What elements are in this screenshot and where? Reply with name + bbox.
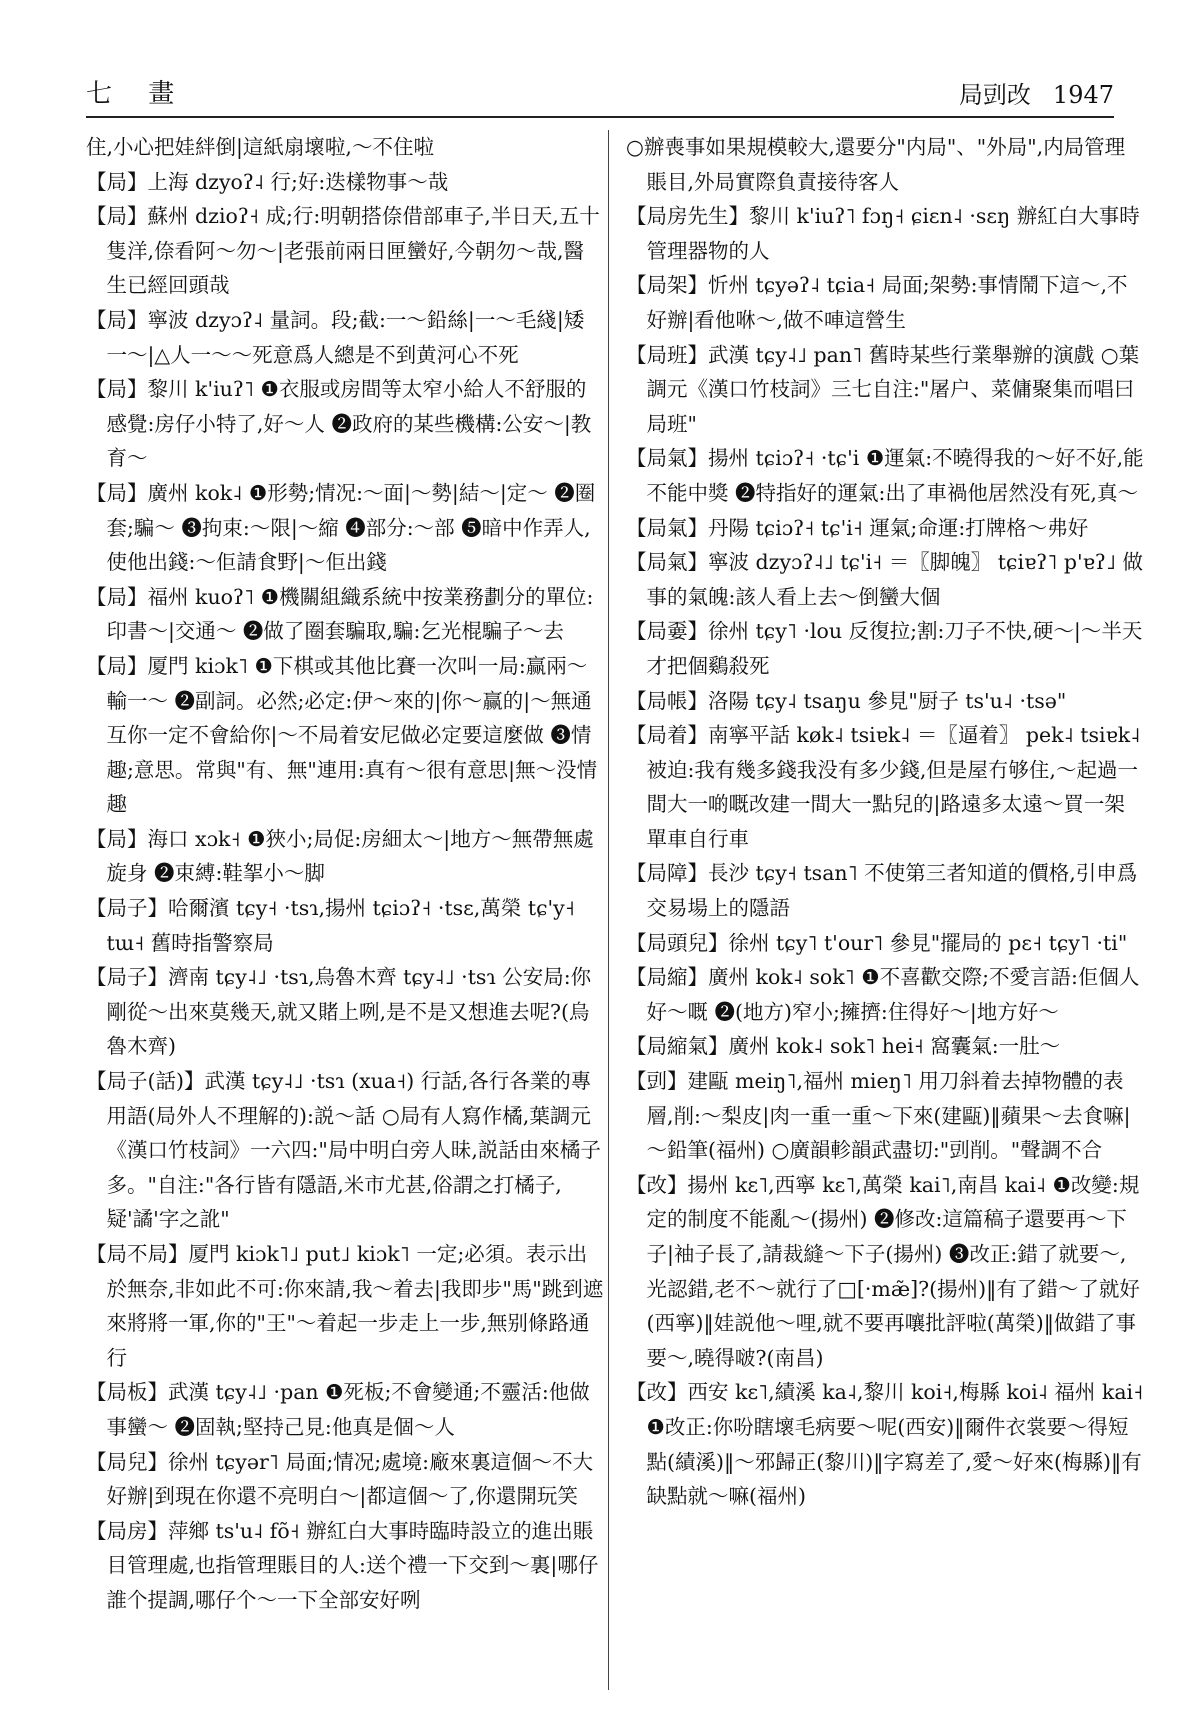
dictionary-entry: 【局房】萍鄉 ts'u˨ fõ˧ 辦紅白大事時臨時設立的進出賬目管理處,也指管理賬目的人:送个禮一下交到～裏|哪仔誰个提調,哪仔个～一下全部安好咧 [86, 1518, 599, 1612]
dictionary-entry: ○辦喪事如果規模較大,還要分"内局"、"外局",内局管理賬目,外局實際負責接待客人 [626, 135, 1126, 194]
dictionary-entry: 【局障】長沙 tɕy˧ tsan˥ 不使第三者知道的價格,引申爲交易場上的隱語 [626, 861, 1138, 921]
dictionary-entry: 【局氣】丹陽 tɕiɔʔ˧ tɕ'i˧ 運氣;命運:打牌格～弗好 [626, 515, 1089, 540]
dictionary-entry: 【局子】濟南 tɕy˨˩ ·tsɿ,烏魯木齊 tɕy˨˩ ·tsɿ 公安局:你剛從～出來莫幾天,就又賭上咧,是不是又想進去呢?(烏魯木齊) [86, 965, 592, 1059]
dictionary-entry: 【局】寧波 dzyɔʔ˨ 量詞。段;截:一～鉛絲|一～毛綫|矮一～|△人一～～死意爲人總是不到黄河心不死 [86, 307, 585, 367]
dictionary-entry: 【改】揚州 kɛ˥,西寧 kɛ˥,萬榮 kai˥,南昌 kai˨ ❶改變:規定的制度不能亂～(揚州) ❷修改:這篇稿子還要再～下子|袖子長了,請裁縫～下子(揚州) ❸改正:錯了就要～,光認錯,老不～就行了□[·mæ̃]?(揚州)‖有了錯～了就好(西寧)‖娃説他～哩,就不要再嚷批評啦(萬榮)‖做錯了事要～,曉得啵?(南昌) [626, 1172, 1140, 1370]
page-header [86, 72, 1114, 118]
dictionary-entry: 【局房先生】黎川 k'iuʔ˥ fɔŋ˧ ɕiɛn˨ ·sɛŋ 辦紅白大事時管理器物的人 [626, 204, 1140, 263]
dictionary-entry: 【局子】哈爾濱 tɕy˧ ·tsɿ,揚州 tɕiɔʔ˧ ·tsɛ,萬榮 tɕ'y˧ tɯ˧ 舊時指警察局 [86, 896, 575, 955]
dictionary-entry: 【局子(話)】武漢 tɕy˨˩ ·tsɿ (xua˧) 行話,各行各業的專用語(局外人不理解的):説～話 ○局有人寫作橘,葉調元《漢口竹枝詞》一六四:"局中明白旁人昧,説話由來橘子多。"自注:"各行皆有隱語,米市尤甚,俗謂之打橘子,疑'譎'字之訛" [86, 1069, 601, 1232]
column-divider [608, 130, 609, 1690]
dictionary-entry: 【局】廣州 kok˨ ❶形勢;情况:～面|～勢|結～|定～ ❷圈套;騙～ ❸拘束:～限|～縮 ❹部分:～部 ❺暗中作弄人,使他出錢:～佢請食野|～佢出錢 [86, 480, 596, 575]
dictionary-entry: 【局嫑】徐州 tɕy˥ ·lou 反復拉;割:刀子不快,硬～|～半天才把個鷄殺死 [626, 619, 1143, 678]
dictionary-entry: 【局縮】廣州 kok˨ sok˥ ❶不喜歡交際;不愛言語:佢個人好～嘅 ❷(地方)窄小;擁擠:住得好～|地方好～ [626, 965, 1140, 1024]
dictionary-entry: 【局縮氣】廣州 kok˨ sok˥ hei˧ 窩囊氣:一肚～ [626, 1034, 1061, 1059]
dictionary-entry: 【局氣】寧波 dzyɔʔ˨˩ tɕ'i˧ ＝〖脚魄〗 tɕiɐʔ˥ p'ɐʔ˩ 做事的氣魄:該人看上去～倒蠻大個 [626, 550, 1143, 609]
dictionary-entry: 【局】福州 kuoʔ˥ ❶機關組織系統中按業務劃分的單位:印書～|交通～ ❷做了圈套騙取,騙:乞光棍騙子～去 [86, 584, 594, 644]
dictionary-entry: 【局】厦門 kiɔk˥ ❶下棋或其他比賽一次叫一局:赢兩～輸一～ ❷副詞。必然;必定:伊～來的|你～赢的|～無通互你一定不會給你|～不局着安尼做必定要這麼做 ❸情趣;意思。常與"有、無"連用:真有～很有意思|無～没情趣 [86, 653, 598, 817]
section-title: 七 畫 [86, 79, 189, 109]
dictionary-entry: 【局板】武漢 tɕy˨˩ ·pan ❶死板;不會變通;不靈活:他做事蠻～ ❷固執;堅持己見:他真是個～人 [86, 1380, 590, 1439]
dictionary-entry: 【改】西安 kɛ˥,績溪 ka˨,黎川 koi˧,梅縣 koi˨ 福州 kai˧ ❶改正:你吩瞎壞毛病要～呢(西安)‖爾件衣裳要～得短點(績溪)‖～邪歸正(黎川)‖字寫差了,愛～好來(梅縣)‖有缺點就～嘛(福州) [626, 1380, 1144, 1509]
dictionary-entry: 【局着】南寧平話 køk˨ tsiɐk˨ ＝〖逼着〗 pek˨ tsiɐk˨ 被迫:我有幾多錢我没有多少錢,但是屋冇够住,～起過一間大一啲嘅改建一間大一點兒的|路遠多太遠～買一架單車自行車 [626, 723, 1141, 851]
dictionary-entry: 【局班】武漢 tɕy˨˩ pan˥ 舊時某些行業舉辦的演戲 ○葉調元《漢口竹枝詞》三七自注:"屠户、菜傭聚集而唱曰局班" [626, 342, 1140, 436]
right-column [626, 130, 1144, 1514]
dictionary-entry: 【局】蘇州 dzioʔ˧ 成;行:明朝搭倷借部車子,半日天,五十隻洋,倷看阿～勿～|老張前兩日匣蠻好,今朝勿～哉,醫生已經回頭哉 [86, 204, 600, 298]
running-head [959, 75, 1114, 110]
dictionary-entry: 住,小心把娃絆倒|這紙扇壞啦,～不住啦 [86, 135, 434, 159]
dictionary-entry: 【局不局】厦門 kiɔk˥˩ put˩ kiɔk˥ 一定;必須。表示出於無奈,非如此不可:你來請,我～着去|我即步"馬"跳到遮來將將一軍,你的"王"～着起一步走上一步,無别條路通行 [86, 1242, 604, 1370]
dictionary-entry: 【局】黎川 k'iuʔ˥ ❶衣服或房間等太窄小給人不舒服的感覺:房仔小特了,好～人 ❷政府的某些機構:公安～|教育～ [86, 377, 592, 471]
page-number: 1947 [1052, 81, 1114, 109]
dictionary-entry: 【局兒】徐州 tɕyər˥ 局面;情况;處境:廠來裏這個～不大好辦|到現在你還不亮明白～|都這個～了,你還開玩笑 [86, 1449, 594, 1509]
dictionary-entry: 【局帳】洛陽 tɕy˨ tsaŋu 參見"厨子 ts'u˨ ·tsə" [626, 688, 1067, 713]
dictionary-entry: 【局】海口 xɔk˧ ❶狹小;局促:房細太～|地方～無帶無處旋身 ❷束縛:鞋挐小～脚 [86, 826, 594, 886]
dictionary-entry: 【局頭兒】徐州 tɕy˥ t'our˥ 參見"擺局的 pɛ˧ tɕy˥ ·ti" [626, 930, 1128, 955]
dictionary-entry: 【剅】建甌 meiŋ˥,福州 mieŋ˥ 用刀斜着去掉物體的表層,削:～梨皮|肉一重一重～下來(建甌)‖蘋果～去食嘛|～鉛筆(福州) ○廣韻軫韻武盡切:"剅削。"聲調不合 [626, 1069, 1131, 1163]
dictionary-entry: 【局氣】揚州 tɕiɔʔ˧ ·tɕ'i ❶運氣:不曉得我的～好不好,能不能中獎 ❷特指好的運氣:出了車禍他居然没有死,真～ [626, 446, 1144, 505]
dictionary-entry: 【局架】忻州 tɕyəʔ˨ tɕia˧ 局面;架勢:事情鬧下這～,不好辦|看他咻～,做不唓這營生 [626, 273, 1128, 332]
left-column [86, 130, 604, 1618]
headwords: 局剅改 [958, 81, 1031, 109]
dictionary-entry: 【局】上海 dzyoʔ˨ 行;好:迭樣物事～哉 [86, 169, 449, 194]
